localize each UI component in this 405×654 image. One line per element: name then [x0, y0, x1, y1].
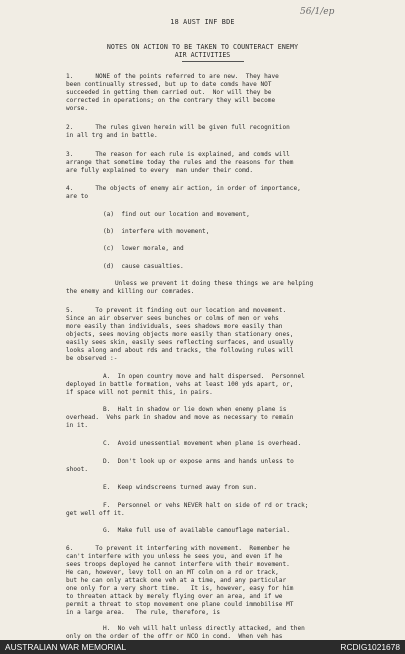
para-6-line: but he can only attack one veh at a time, and any particular [66, 577, 287, 584]
list-item-b: (b) interfere with movement, [103, 228, 210, 235]
para-3-line: are fully explained to every man under their comd. [66, 167, 254, 174]
para-4-line: the enemy and killing our comrades. [66, 288, 195, 295]
record-id: RCDIG1021678 [340, 642, 400, 652]
title-underline [182, 61, 244, 62]
para-5-line: Since an air observer sees bunches or colms of men or vehs [66, 315, 279, 322]
para-5-line: looks along and about rds and tracks, the following rules will [66, 347, 294, 354]
rule-g-line: G. Make full use of available camouflage material. [103, 527, 291, 534]
para-5-line: 5. To prevent it finding out our location and movement. [66, 307, 287, 314]
rule-b-line: B. Halt in shadow or lie down when enemy plane is [103, 406, 287, 413]
rule-f-line: get well off it. [66, 510, 125, 517]
para-6-line: in a large area. The rule, therefore, is [66, 609, 221, 616]
rule-d-line: shoot. [66, 466, 89, 473]
unit-heading: 18 AUST INF BDE [170, 18, 235, 26]
para-1-line: been continually stressed, but up to date comds have NOT [66, 81, 272, 88]
rule-b-line: in it. [66, 422, 89, 429]
para-5-line: be observed :- [66, 355, 118, 362]
rule-c-line: C. Avoid unessential movement when plane is overhead. [103, 440, 302, 447]
list-item-d: (d) cause casualties. [103, 263, 184, 270]
rule-f-line: F. Personnel or vehs NEVER halt on side of rd or track; [103, 502, 309, 509]
para-4-line: 4. The objects of enemy air action, in order of importance, [66, 185, 301, 192]
rule-a-line: A. In open country move and halt dispersed. Personnel [103, 373, 305, 380]
para-4-line: are to [66, 193, 89, 200]
document-title: NOTES ON ACTION TO BE TAKEN TO COUNTERACT ENEMY [106, 43, 299, 51]
para-5-line: easily sees skin, easily sees reflecting surfaces, and usually [66, 339, 294, 346]
rule-h-line: only on the order of the offr or NCO in comd. When veh has [66, 633, 283, 640]
para-3-line: 3. The reason for each rule is explained, and comds will [66, 151, 290, 158]
para-1-line: corrected in operations; on the contrary they will become [66, 97, 276, 104]
para-6-line: sees troops deployed he cannot interfere with their movement. [66, 561, 290, 568]
document-subtitle: AIR ACTIVITIES [174, 51, 231, 59]
handwritten-annotation: 56/1/ep [300, 7, 335, 17]
list-item-a: (a) find out our location and movement, [103, 211, 250, 218]
para-4-line: Unless we prevent it doing these things we are helping [115, 280, 314, 287]
list-item-c: (c) lower morale, and [103, 245, 184, 252]
para-2-line: in all trg and in battle. [66, 132, 158, 139]
para-6-line: permit a threat to stop movement one plane could immobilise MT [66, 601, 294, 608]
rule-a-line: deployed in battle formation, vehs at least 100 yds apart, or, [66, 381, 294, 388]
rule-h-line: H. No veh will halt unless directly attacked, and then [103, 625, 305, 632]
para-3-line: arrange that sometime today the rules and the reasons for them [66, 159, 294, 166]
para-1-line: 1. NONE of the points referred to are new. They have [66, 73, 279, 80]
archive-footer-bar [0, 640, 405, 654]
para-6-line: He can, however, levy toll on an MT colm on a rd or track, [66, 569, 279, 576]
para-6-line: 6. To prevent it interfering with movement. Remember he [66, 545, 290, 552]
rule-b-line: overhead. Vehs park in shadow and move as necessary to remain [66, 414, 294, 421]
archive-name: AUSTRALIAN WAR MEMORIAL [5, 642, 127, 652]
para-2-line: 2. The rules given herein will be given full recognition [66, 124, 290, 131]
para-6-line: one only for a very short time. It is, however, easy for him [66, 585, 294, 592]
para-5-line: more easily than individuals, sees shadows more easily than [66, 323, 283, 330]
para-1-line: worse. [66, 105, 89, 112]
para-6-line: to threaten attack by merely flying over an area, and if we [66, 593, 283, 600]
rule-e-line: E. Keep windscreens turned away from sun. [103, 484, 258, 491]
para-1-line: succeeded in getting them carried out. Nor will they be [66, 89, 272, 96]
rule-d-line: D. Don't look up or expose arms and hands unless to [103, 458, 294, 465]
para-6-line: can't interfere with you unless he sees you, and even if he [66, 553, 283, 560]
para-5-line: objects, sees moving objects more easily than stationary ones, [66, 331, 294, 338]
rule-a-line: if space will not permit this, in pairs. [66, 389, 213, 396]
